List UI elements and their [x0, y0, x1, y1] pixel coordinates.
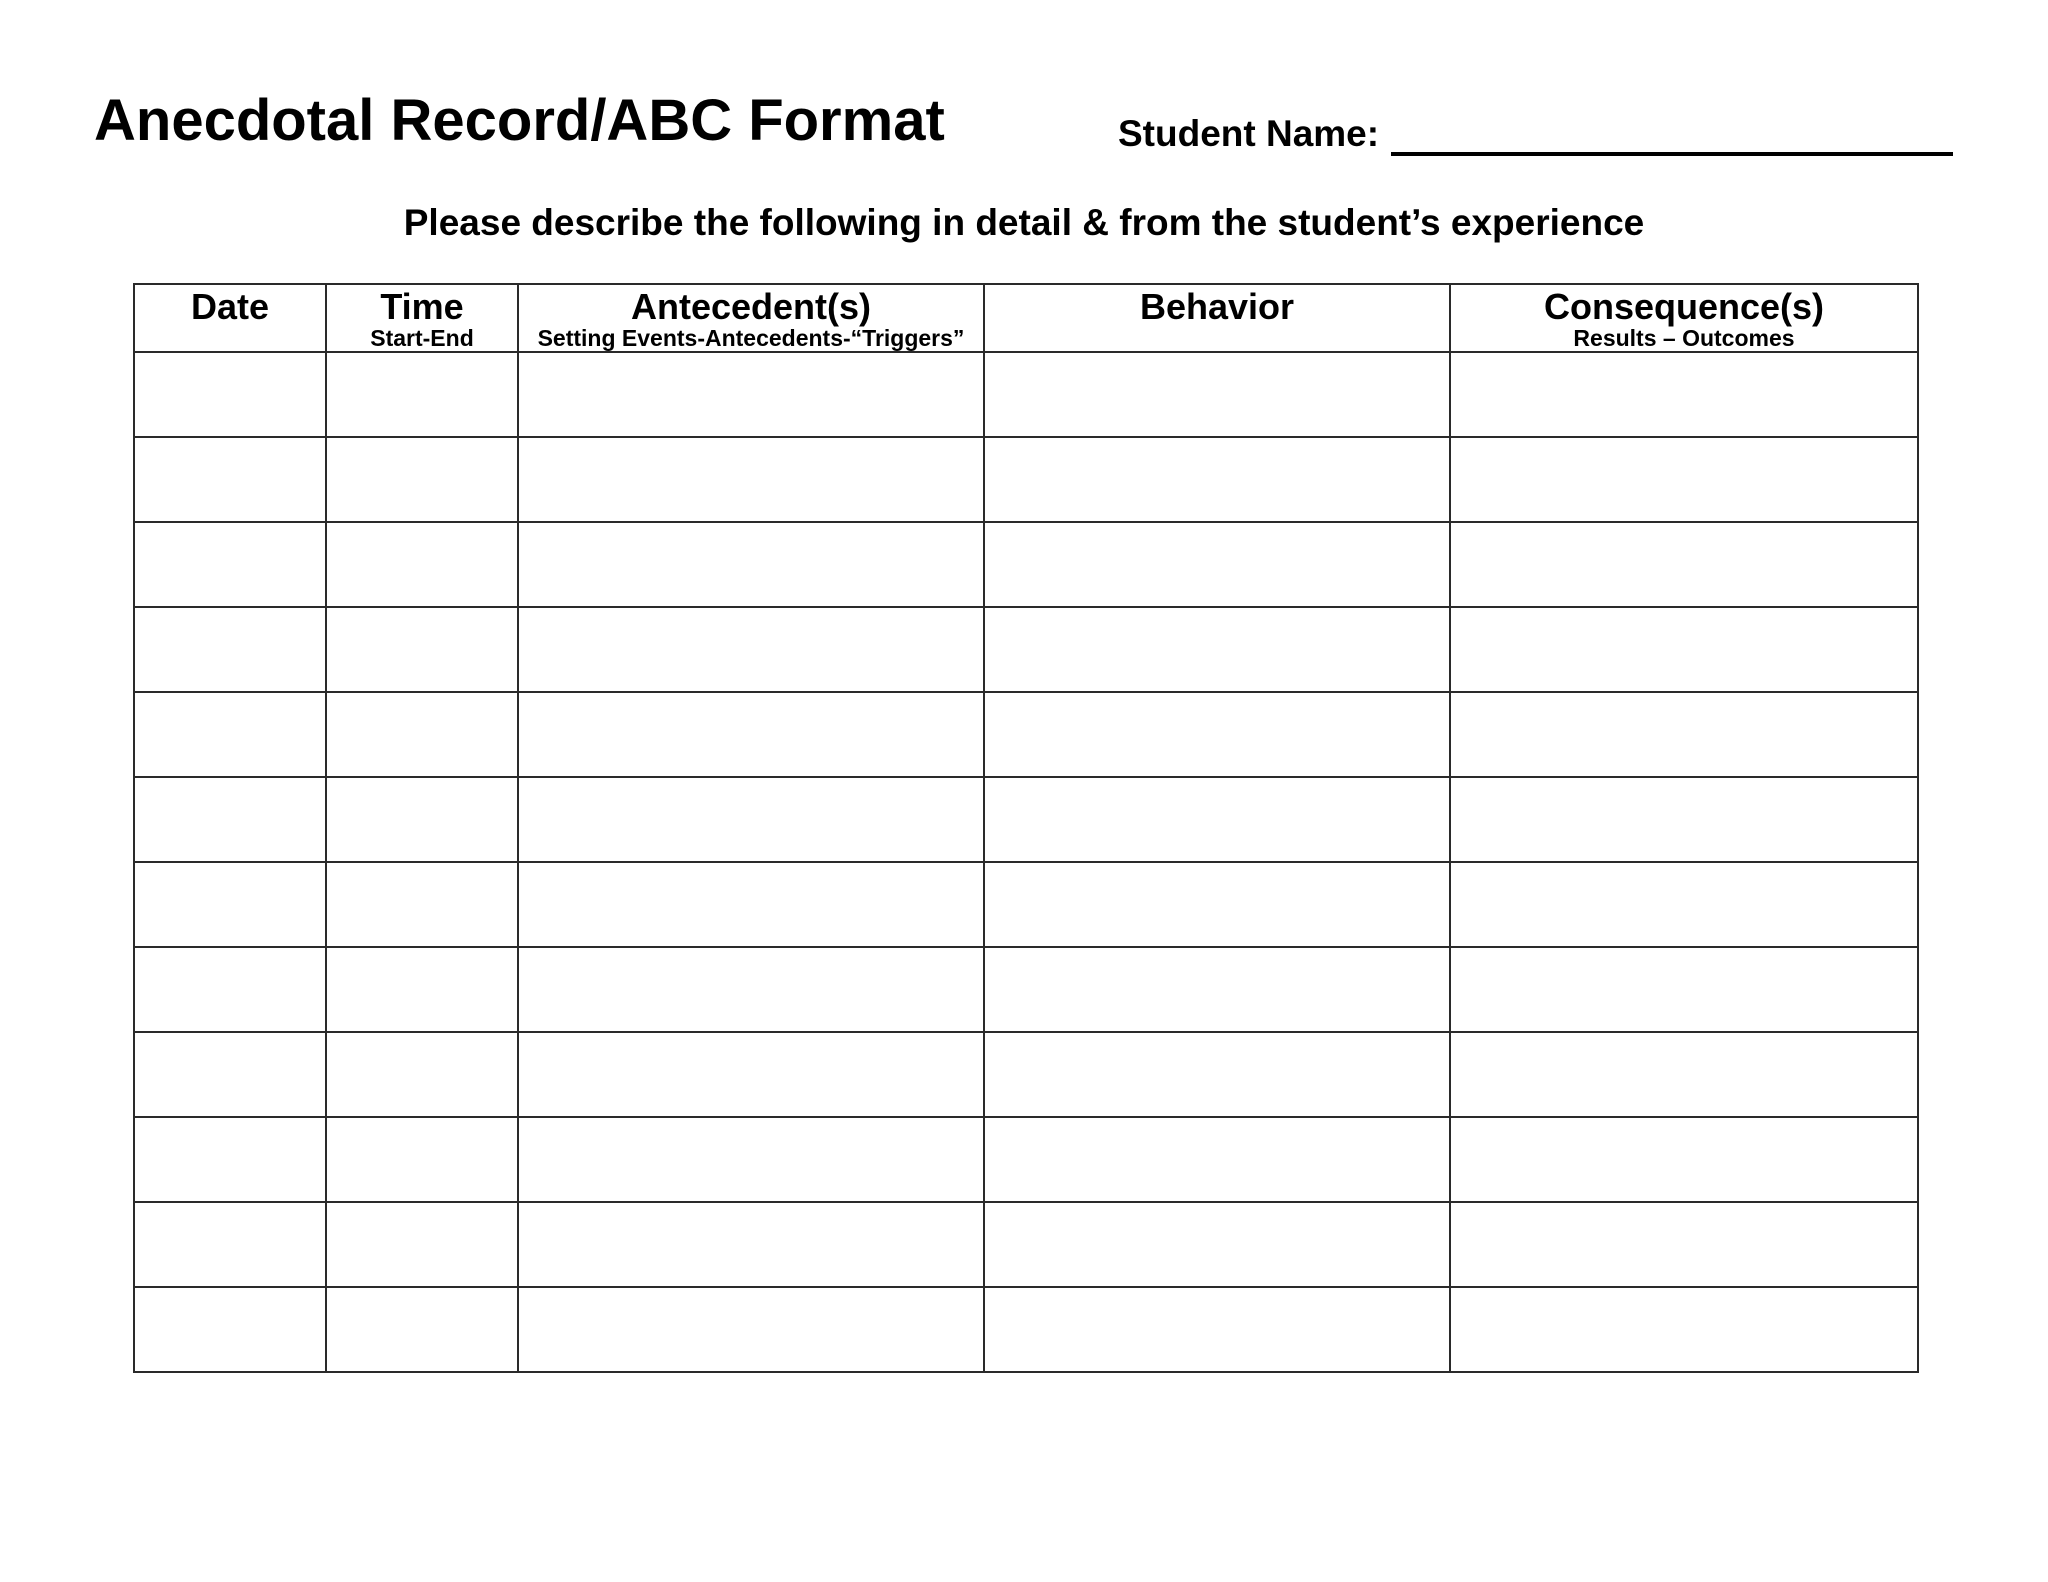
time-cell[interactable] — [326, 1117, 518, 1202]
time-cell[interactable] — [326, 1287, 518, 1372]
date-cell[interactable] — [134, 862, 326, 947]
behavior-cell[interactable] — [984, 522, 1450, 607]
date-cell[interactable] — [134, 1117, 326, 1202]
date-cell[interactable] — [134, 607, 326, 692]
antecedent-cell[interactable] — [518, 607, 984, 692]
column-header-date — [134, 284, 326, 352]
date-cell[interactable] — [134, 437, 326, 522]
consequence-cell[interactable] — [1450, 1287, 1918, 1372]
antecedent-cell[interactable] — [518, 352, 984, 437]
antecedent-cell[interactable] — [518, 692, 984, 777]
table-header-row — [134, 284, 1918, 352]
table-row — [134, 1202, 1918, 1287]
consequence-cell[interactable] — [1450, 1032, 1918, 1117]
behavior-cell[interactable] — [984, 862, 1450, 947]
behavior-cell[interactable] — [984, 1032, 1450, 1117]
table-row — [134, 862, 1918, 947]
antecedent-cell[interactable] — [518, 1202, 984, 1287]
column-label: Antecedent(s) — [630, 286, 872, 327]
antecedent-cell[interactable] — [518, 862, 984, 947]
column-header-behavior — [984, 284, 1450, 352]
antecedent-cell[interactable] — [518, 437, 984, 522]
table-row — [134, 692, 1918, 777]
behavior-cell[interactable] — [984, 947, 1450, 1032]
column-label: Time — [380, 286, 464, 327]
antecedent-cell[interactable] — [518, 1032, 984, 1117]
antecedent-cell[interactable] — [518, 1287, 984, 1372]
student-name-field — [1118, 112, 1953, 152]
time-cell[interactable] — [326, 862, 518, 947]
date-cell[interactable] — [134, 1032, 326, 1117]
consequence-cell[interactable] — [1450, 692, 1918, 777]
antecedent-cell[interactable] — [518, 777, 984, 862]
antecedent-cell[interactable] — [518, 947, 984, 1032]
time-cell[interactable] — [326, 522, 518, 607]
consequence-cell[interactable] — [1450, 1117, 1918, 1202]
consequence-cell[interactable] — [1450, 352, 1918, 437]
consequence-cell[interactable] — [1450, 607, 1918, 692]
column-header-time — [326, 284, 518, 352]
table-row — [134, 947, 1918, 1032]
table-row — [134, 1117, 1918, 1202]
column-sublabel: Setting Events-Antecedents-“Triggers” — [537, 325, 965, 351]
table-row — [134, 1032, 1918, 1117]
column-sublabel: Results – Outcomes — [1573, 325, 1795, 351]
date-cell[interactable] — [134, 1287, 326, 1372]
date-cell[interactable] — [134, 692, 326, 777]
student-name-label: Student Name: — [1118, 113, 1380, 154]
time-cell[interactable] — [326, 1032, 518, 1117]
consequence-cell[interactable] — [1450, 777, 1918, 862]
consequence-cell[interactable] — [1450, 437, 1918, 522]
date-cell[interactable] — [134, 777, 326, 862]
behavior-cell[interactable] — [984, 607, 1450, 692]
column-header-antecedents — [518, 284, 984, 352]
table-row — [134, 352, 1918, 437]
student-name-blank-line[interactable] — [1391, 112, 1953, 156]
time-cell[interactable] — [326, 607, 518, 692]
table-body — [134, 352, 1918, 1372]
consequence-cell[interactable] — [1450, 1202, 1918, 1287]
column-header-consequences — [1450, 284, 1918, 352]
behavior-cell[interactable] — [984, 777, 1450, 862]
consequence-cell[interactable] — [1450, 947, 1918, 1032]
time-cell[interactable] — [326, 777, 518, 862]
instruction-text: Please describe the following in detail & from the student’s experience — [403, 202, 1645, 243]
table-row — [134, 437, 1918, 522]
table-row — [134, 522, 1918, 607]
antecedent-cell[interactable] — [518, 522, 984, 607]
behavior-cell[interactable] — [984, 352, 1450, 437]
behavior-cell[interactable] — [984, 1287, 1450, 1372]
time-cell[interactable] — [326, 692, 518, 777]
date-cell[interactable] — [134, 522, 326, 607]
abc-record-table — [133, 283, 1919, 1373]
table-row — [134, 1287, 1918, 1372]
column-label: Consequence(s) — [1543, 286, 1825, 327]
column-label: Behavior — [1139, 286, 1295, 327]
behavior-cell[interactable] — [984, 1202, 1450, 1287]
antecedent-cell[interactable] — [518, 1117, 984, 1202]
form-title: Anecdotal Record/ABC Format — [94, 88, 945, 153]
consequence-cell[interactable] — [1450, 862, 1918, 947]
behavior-cell[interactable] — [984, 437, 1450, 522]
column-label: Date — [190, 286, 270, 327]
time-cell[interactable] — [326, 947, 518, 1032]
time-cell[interactable] — [326, 1202, 518, 1287]
table-row — [134, 777, 1918, 862]
behavior-cell[interactable] — [984, 1117, 1450, 1202]
table-row — [134, 607, 1918, 692]
time-cell[interactable] — [326, 352, 518, 437]
time-cell[interactable] — [326, 437, 518, 522]
date-cell[interactable] — [134, 352, 326, 437]
date-cell[interactable] — [134, 947, 326, 1032]
date-cell[interactable] — [134, 1202, 326, 1287]
column-sublabel: Start-End — [370, 325, 474, 351]
consequence-cell[interactable] — [1450, 522, 1918, 607]
behavior-cell[interactable] — [984, 692, 1450, 777]
